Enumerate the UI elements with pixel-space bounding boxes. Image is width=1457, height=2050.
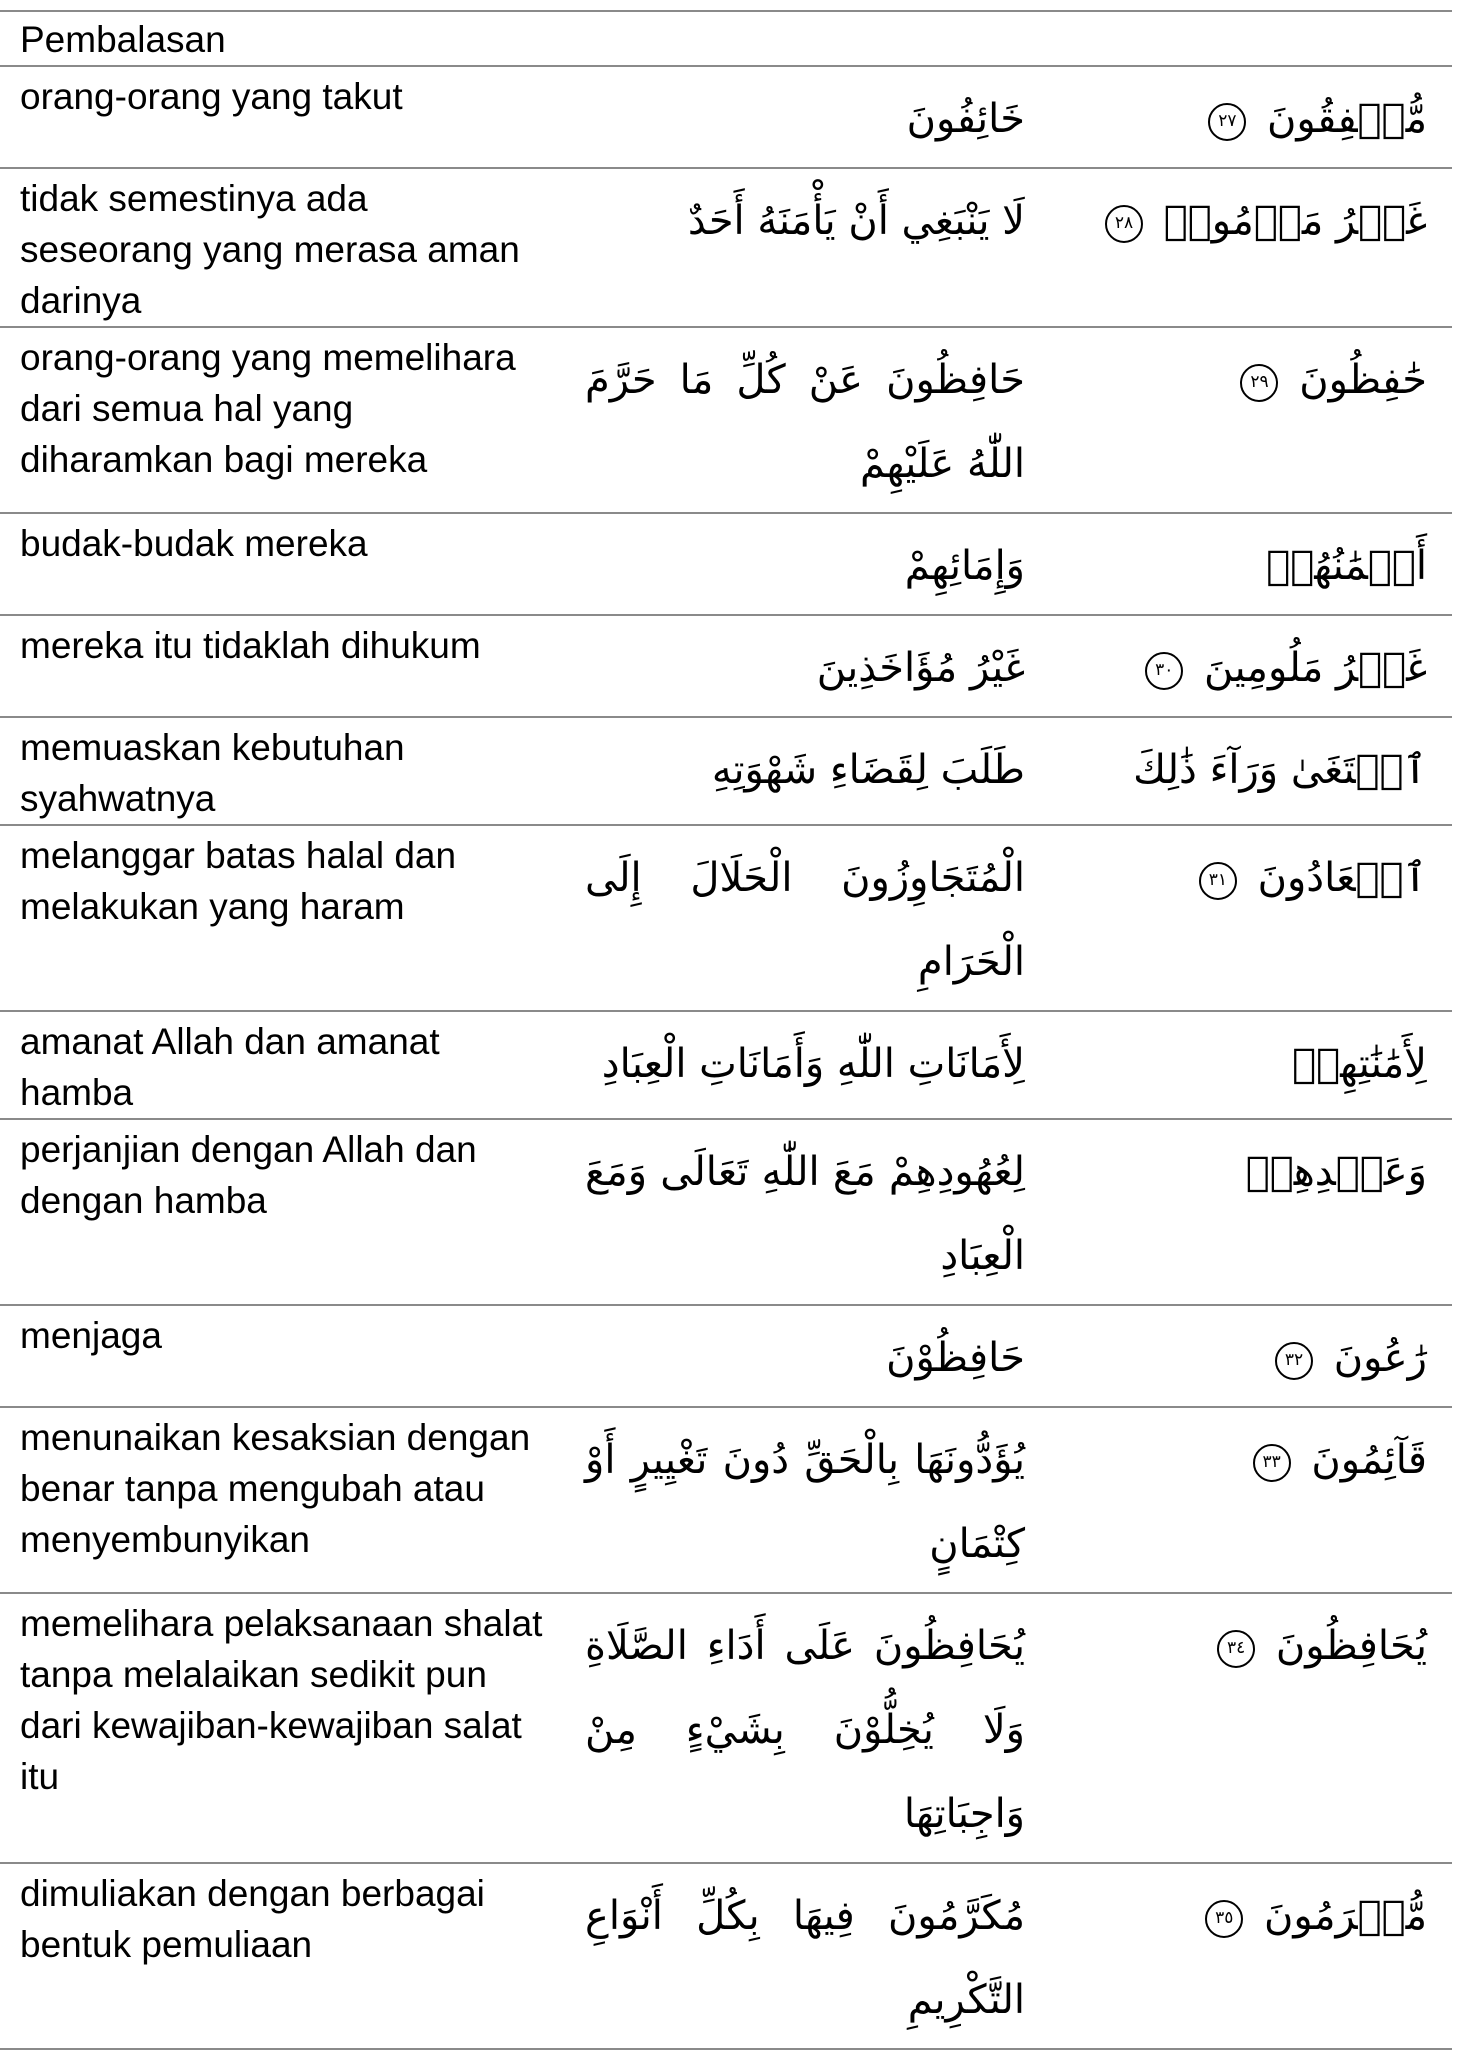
arabic-word: رَٰعُونَ — [1333, 1335, 1427, 1381]
indonesian-meaning: tidak semestinya ada seseorang yang merasa aman darinya — [20, 178, 520, 321]
indonesian-meaning: orang-orang yang takut — [20, 76, 403, 117]
indonesian-meaning: menunaikan kesaksian dengan benar tanpa mengubah atau menyembunyikan — [20, 1417, 531, 1560]
vocabulary-table-container — [0, 10, 1452, 2050]
arabic-word: وَعَهۡدِهِمۡ — [1245, 1149, 1427, 1195]
arabic-explanation: لِعُهُودِهِمْ مَعَ اللّٰهِ تَعَالَى وَمَعَ الْعِبَادِ — [585, 1149, 1025, 1279]
table-row — [0, 168, 1452, 327]
indonesian-meaning: mereka itu tidaklah dihukum — [20, 625, 481, 666]
table-row — [0, 825, 1452, 1011]
arabic-explanation: يُحَافِظُونَ عَلَى أَدَاءِ الصَّلَاةِ وَلَا يُخِلُّوْنَ بِشَيْءٍ مِنْ وَاجِبَاتِهَا — [585, 1623, 1025, 1837]
table-row — [0, 1593, 1452, 1863]
arabic-word: ٱبۡتَغَىٰ وَرَآءَ ذَٰلِكَ — [1133, 747, 1427, 793]
table-row — [0, 513, 1452, 615]
table-row — [0, 1305, 1452, 1407]
indonesian-meaning: menjaga — [20, 1315, 162, 1356]
verse-number-marker: ٣٤ — [1217, 1630, 1255, 1668]
arabic-explanation: لِأَمَانَاتِ اللّٰهِ وَأَمَانَاتِ الْعِبَادِ — [601, 1041, 1025, 1087]
indonesian-meaning: memuaskan kebutuhan syahwatnya — [20, 727, 405, 819]
arabic-word-cell — [1025, 168, 1452, 327]
arabic-explanation: غَيْرُ مُؤَاخَذِينَ — [816, 645, 1025, 691]
table-row — [0, 327, 1452, 513]
arabic-word-cell — [1025, 1305, 1452, 1407]
arabic-word: مُّشۡفِقُونَ — [1267, 96, 1427, 142]
arabic-word-cell — [1025, 615, 1452, 717]
vocabulary-table — [0, 10, 1452, 2050]
arabic-explanation: مُكَرَّمُونَ فِيهَا بِكُلِّ أَنْوَاعِ التَّكْرِيمِ — [585, 1893, 1025, 2023]
arabic-word-cell — [1025, 513, 1452, 615]
arabic-word: ٱلۡعَادُونَ — [1257, 855, 1427, 901]
verse-number-marker: ٣١ — [1199, 862, 1237, 900]
arabic-word: قَآئِمُونَ — [1311, 1437, 1427, 1483]
arabic-word-cell — [1025, 1407, 1452, 1593]
indonesian-meaning: perjanjian dengan Allah dan dengan hamba — [20, 1129, 477, 1221]
header-empty-cell — [555, 11, 1025, 66]
arabic-word: غَيۡرُ مَلُومِينَ — [1204, 645, 1427, 691]
header-row — [0, 11, 1452, 66]
indonesian-meaning: memelihara pelaksanaan shalat tanpa melalaikan sedikit pun dari kewajiban-kewajiban salat itu — [20, 1603, 543, 1797]
arabic-word-cell — [1025, 717, 1452, 825]
arabic-explanation: لَا يَنْبَغِي أَنْ يَأْمَنَهُ أَحَدٌ — [687, 198, 1025, 244]
arabic-explanation: طَلَبَ لِقَضَاءِ شَهْوَتِهِ — [711, 747, 1025, 793]
verse-number-marker: ٣٥ — [1205, 1900, 1243, 1938]
header-empty-cell — [1025, 11, 1452, 66]
arabic-word-cell — [1025, 1593, 1452, 1863]
arabic-word-cell — [1025, 66, 1452, 168]
indonesian-meaning: melanggar batas halal dan melakukan yang haram — [20, 835, 457, 927]
table-row — [0, 1407, 1452, 1593]
arabic-word: أَيۡمَٰنُهُمۡ — [1266, 543, 1427, 589]
indonesian-meaning: amanat Allah dan amanat hamba — [20, 1021, 440, 1113]
verse-number-marker: ٣٠ — [1145, 652, 1183, 690]
verse-number-marker: ٢٩ — [1240, 364, 1278, 402]
arabic-word-cell — [1025, 1011, 1452, 1119]
arabic-explanation: وَإِمَائِهِمْ — [904, 543, 1025, 589]
arabic-word: حَٰفِظُونَ — [1299, 357, 1427, 403]
arabic-word-cell — [1025, 327, 1452, 513]
arabic-explanation: يُؤَدُّونَهَا بِالْحَقِّ دُونَ تَغْيِيرٍ أَوْ كِتْمَانٍ — [585, 1437, 1025, 1567]
verse-number-marker: ٣٢ — [1275, 1342, 1313, 1380]
indonesian-meaning: budak-budak mereka — [20, 523, 368, 564]
arabic-explanation: خَائِفُونَ — [906, 96, 1025, 142]
verse-number-marker: ٢٨ — [1105, 205, 1143, 243]
arabic-word: غَيۡرُ مَأۡمُونٖ — [1163, 198, 1427, 244]
arabic-explanation: حَافِظُوْنَ — [886, 1335, 1025, 1381]
verse-number-marker: ٢٧ — [1208, 103, 1246, 141]
arabic-word-cell — [1025, 825, 1452, 1011]
arabic-explanation: حَافِظُونَ عَنْ كُلِّ مَا حَرَّمَ اللّٰهُ عَلَيْهِمْ — [585, 357, 1025, 487]
arabic-word: يُحَافِظُونَ — [1275, 1623, 1427, 1669]
arabic-word-cell — [1025, 1863, 1452, 2049]
arabic-word: مُّكۡرَمُونَ — [1264, 1893, 1427, 1939]
table-row — [0, 615, 1452, 717]
table-row — [0, 66, 1452, 168]
arabic-word-cell — [1025, 1119, 1452, 1305]
indonesian-meaning: dimuliakan dengan berbagai bentuk pemuliaan — [20, 1873, 485, 1965]
table-row — [0, 1119, 1452, 1305]
table-row — [0, 717, 1452, 825]
table-row — [0, 1011, 1452, 1119]
arabic-word: لِأَمَٰنَٰتِهِمۡ — [1292, 1041, 1427, 1087]
verse-number-marker: ٣٣ — [1253, 1444, 1291, 1482]
table-row — [0, 1863, 1452, 2049]
indonesian-meaning: orang-orang yang memelihara dari semua hal yang diharamkan bagi mereka — [20, 337, 516, 480]
arabic-explanation: الْمُتَجَاوِزُونَ الْحَلَالَ إِلَى الْحَرَامِ — [585, 855, 1025, 985]
section-title: Pembalasan — [20, 19, 226, 60]
